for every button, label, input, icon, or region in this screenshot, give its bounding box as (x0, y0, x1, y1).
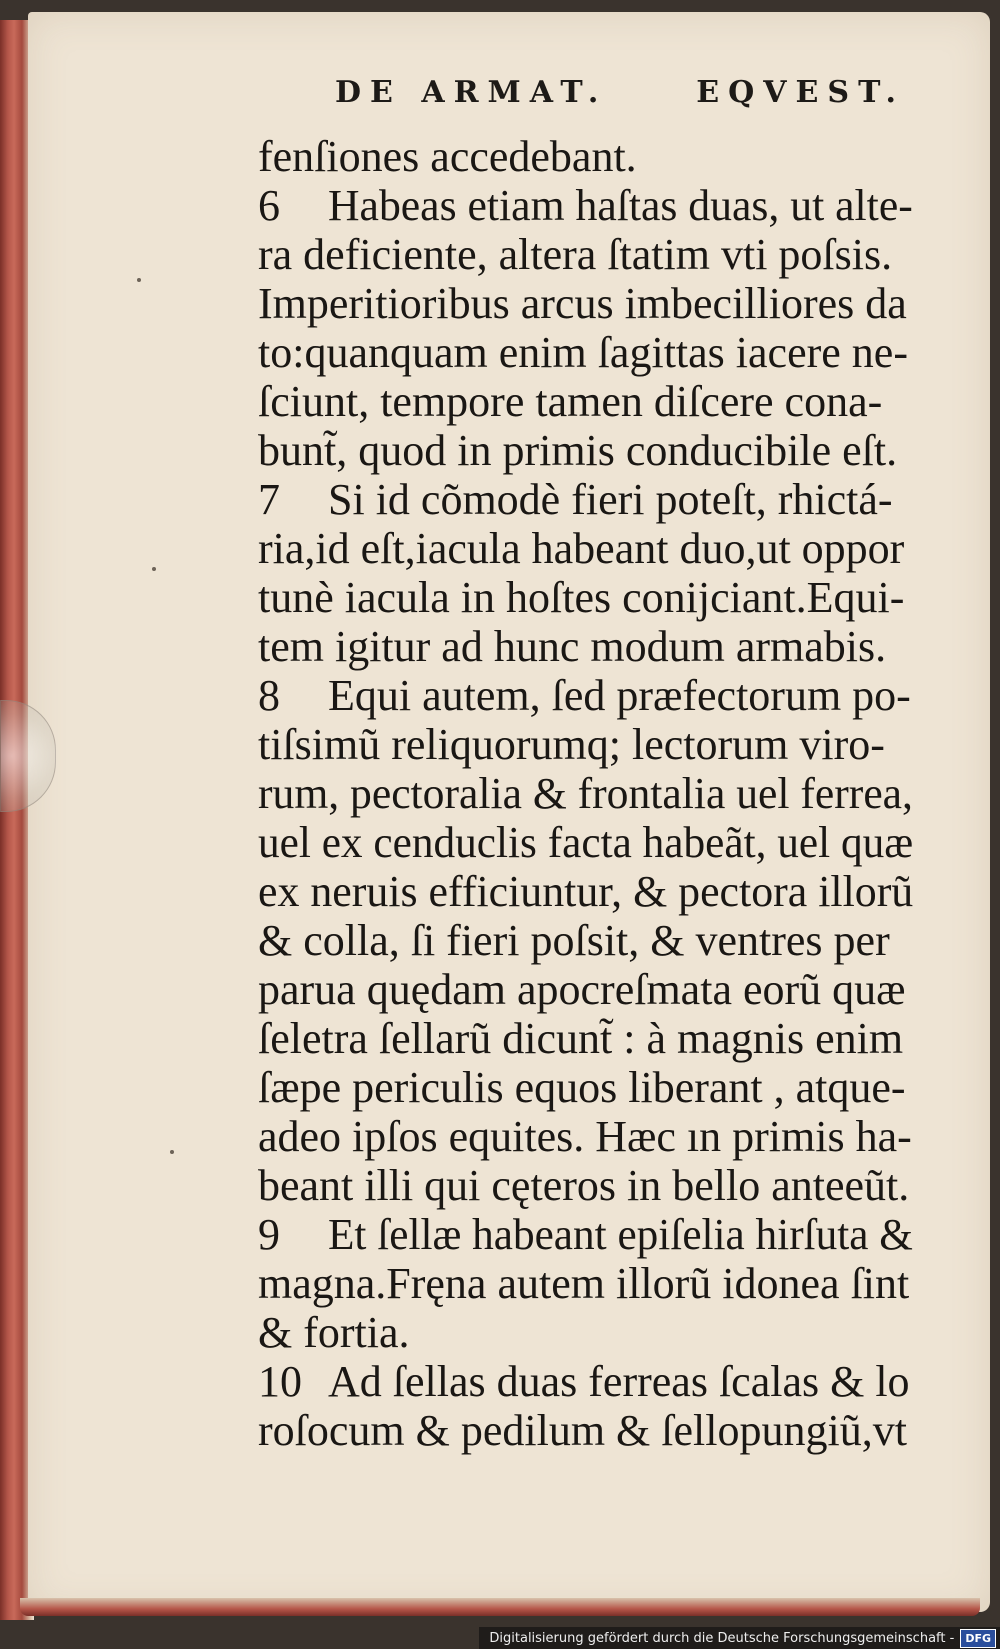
line-text: tunè iacula in hoſtes conijciant.Equi- (258, 573, 905, 622)
paragraph-number: 7 (258, 475, 280, 524)
text-line (258, 1014, 958, 1063)
line-text: ſciunt, tempore tamen diſcere cona- (258, 377, 883, 426)
paragraph-number: 8 (258, 671, 280, 720)
text-line (258, 181, 958, 230)
line-text: ra deficiente, altera ſtatim vti poſsis. (258, 230, 893, 279)
text-line (258, 475, 958, 524)
text-line (258, 916, 958, 965)
line-text: magna.Fręna autem illorũ idonea ſint (258, 1259, 910, 1308)
text-line (258, 769, 958, 818)
line-text: Equi autem, ſed præfectorum po- (328, 671, 911, 720)
body-text (258, 132, 958, 1455)
text-line (258, 965, 958, 1014)
text-line (258, 818, 958, 867)
line-text: to:quanquam enim ſagittas iacere ne- (258, 328, 908, 377)
text-line (258, 867, 958, 916)
dfg-logo: DFG (960, 1629, 996, 1648)
book-edge-bottom (20, 1598, 980, 1616)
line-text: Si id cõmodè fieri poteſt, rhictá- (328, 475, 893, 524)
line-text: ſæpe periculis equos liberant , atque- (258, 1063, 906, 1112)
text-line (258, 1357, 958, 1406)
paper-speck (152, 567, 156, 571)
paragraph-number: 9 (258, 1210, 280, 1259)
line-text: Habeas etiam haſtas duas, ut alte- (328, 181, 913, 230)
line-text: ex neruis efficiuntur, & pectora illorũ (258, 867, 914, 916)
line-text: adeo ipſos equites. Hæc ın primis ha- (258, 1112, 912, 1161)
text-line (258, 524, 958, 573)
text-line (258, 1259, 958, 1308)
text-line (258, 1210, 958, 1259)
text-line (258, 132, 958, 181)
text-line (258, 328, 958, 377)
line-text: & colla, ſi fieri poſsit, & ventres per (258, 916, 890, 965)
line-text: roſocum & pedilum & ſellopungiũ,vt (258, 1406, 907, 1455)
paragraph-number: 10 (258, 1357, 302, 1406)
text-line (258, 1406, 958, 1455)
line-text: fenſiones accedebant. (258, 132, 637, 181)
text-line (258, 279, 958, 328)
digitization-footer (479, 1627, 1000, 1649)
running-head-right: EQVEST. (696, 75, 905, 110)
text-line (258, 573, 958, 622)
footer-credit: Digitalisierung gefördert durch die Deutsche Forschungsgemeinschaft - (489, 1630, 955, 1646)
line-text: & fortia. (258, 1308, 410, 1357)
line-text: ſeletra ſellarũ dicunt̃ : à magnis enim (258, 1014, 904, 1063)
running-head (335, 75, 905, 110)
text-line (258, 1112, 958, 1161)
line-text: rum, pectoralia & frontalia uel ferrea, (258, 769, 913, 818)
line-text: tiſsimũ reliquorumq; lectorum viro- (258, 720, 885, 769)
line-text: Ad ſellas duas ferreas ſcalas & lo (328, 1357, 910, 1406)
text-line (258, 377, 958, 426)
line-text: parua quędam apocreſmata eorũ quæ (258, 965, 906, 1014)
text-line (258, 1161, 958, 1210)
paragraph-number: 6 (258, 181, 280, 230)
line-text: bunt̃, quod in primis conducibile eſt. (258, 426, 898, 475)
running-head-left: DE ARMAT. (335, 75, 608, 110)
text-line (258, 1308, 958, 1357)
line-text: uel ex cenduclis facta habeãt, uel quæ (258, 818, 914, 867)
text-line (258, 230, 958, 279)
line-text: beant illi qui cęteros in bello anteeũt. (258, 1161, 910, 1210)
text-line (258, 426, 958, 475)
paper-speck (170, 1150, 174, 1154)
line-text: Imperitioribus arcus imbecilliores da (258, 279, 907, 328)
text-line (258, 622, 958, 671)
text-line (258, 1063, 958, 1112)
line-text: ria,id eſt,iacula habeant duo,ut oppor (258, 524, 905, 573)
line-text: Et ſellæ habeant epiſelia hirſuta & (328, 1210, 913, 1259)
line-text: tem igitur ad hunc modum armabis. (258, 622, 887, 671)
text-line (258, 720, 958, 769)
paper-speck (137, 278, 141, 282)
text-line (258, 671, 958, 720)
